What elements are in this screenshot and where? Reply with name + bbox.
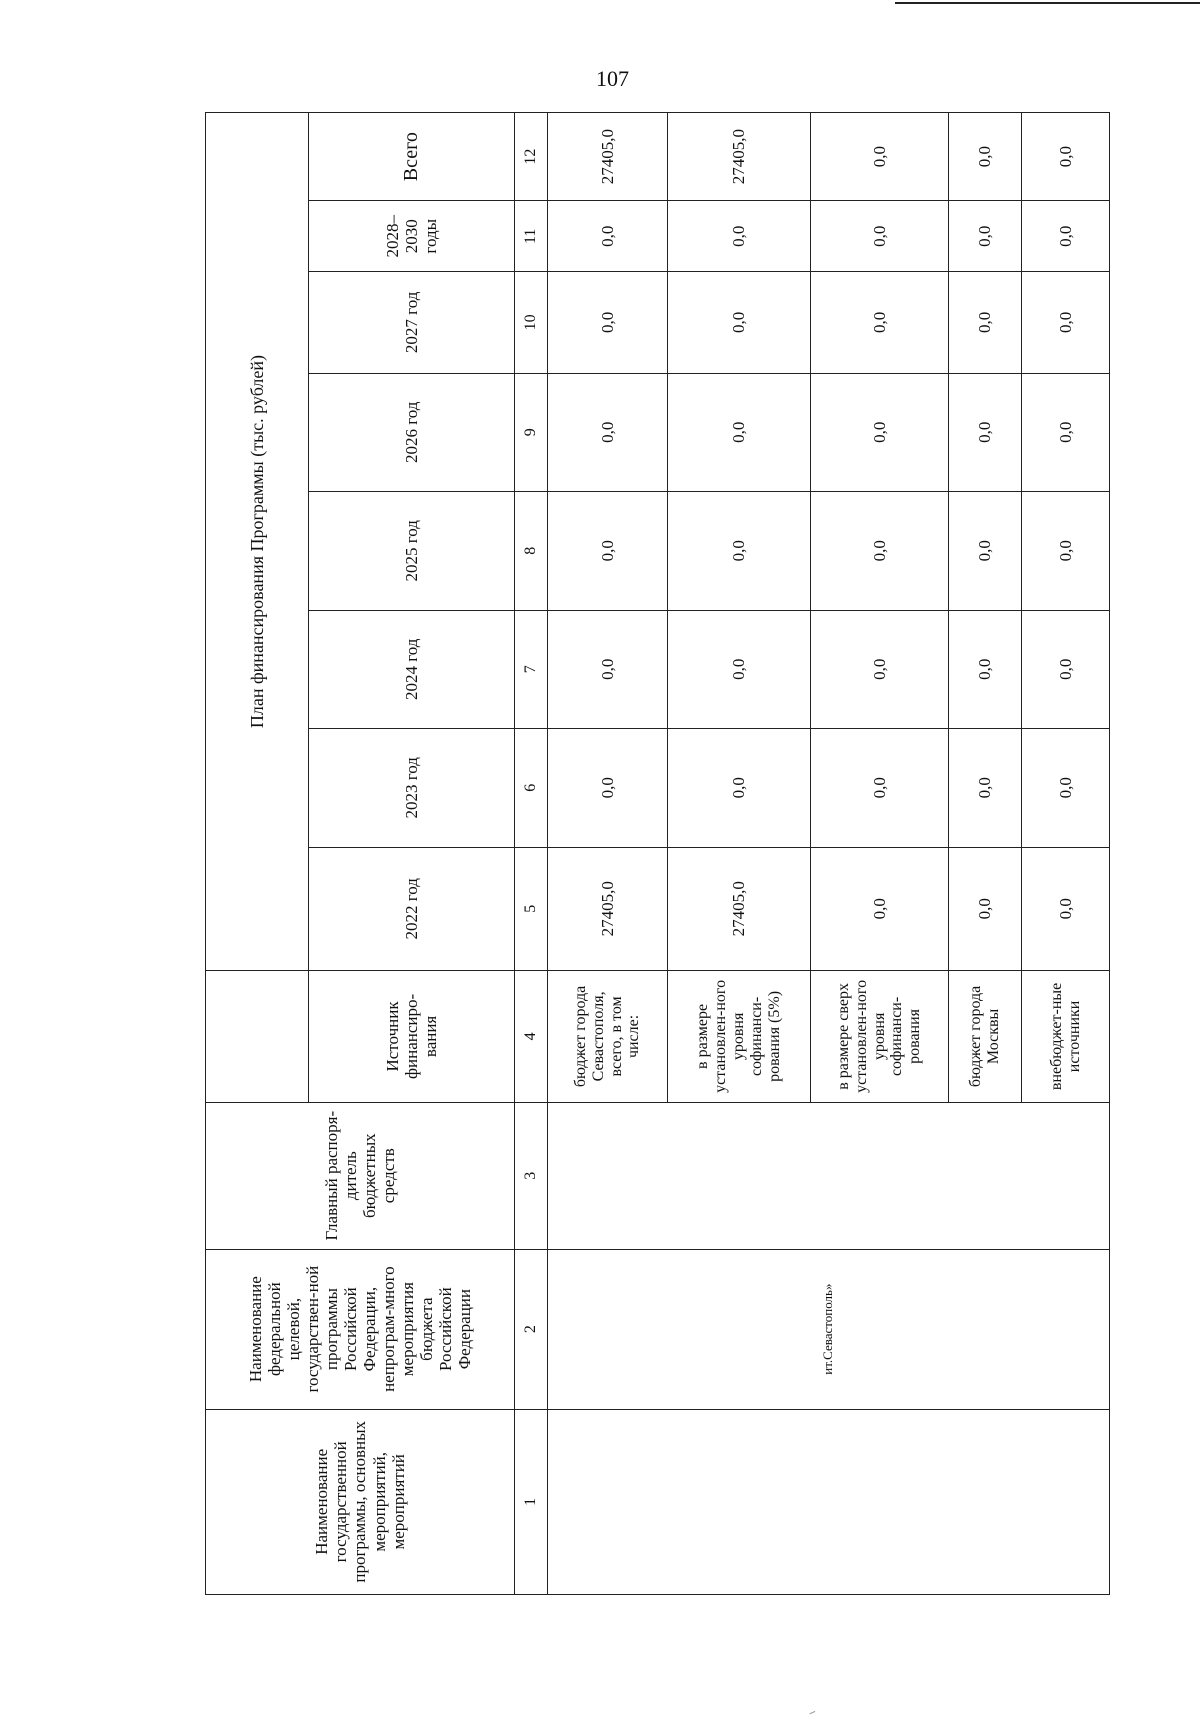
value-cell: 0,0 (1022, 729, 1110, 848)
value-cell: 0,0 (548, 272, 668, 373)
col-header-2023: 2023 год (309, 729, 515, 848)
col-header-budget-manager: Главный распоря-дитель бюджетных средств (206, 1102, 515, 1249)
value-cell: 0,0 (548, 201, 668, 272)
value-cell: 0,0 (1022, 201, 1110, 272)
value-cell: 27405,0 (668, 847, 811, 971)
value-cell: 0,0 (1022, 373, 1110, 492)
header-blank-cell (206, 971, 309, 1103)
col-number: 11 (515, 201, 548, 272)
source-cell: внебюджет-ные источники (1022, 971, 1110, 1103)
financing-table (205, 112, 1110, 1595)
col-header-2025: 2025 год (309, 492, 515, 611)
col-header-2024: 2024 год (309, 610, 515, 729)
value-cell: 0,0 (811, 729, 949, 848)
value-cell: 0,0 (548, 729, 668, 848)
col-number: 2 (515, 1249, 548, 1409)
col-number: 12 (515, 113, 548, 201)
col-header-2026: 2026 год (309, 373, 515, 492)
value-cell: 0,0 (811, 847, 949, 971)
value-cell: 0,0 (949, 847, 1022, 971)
value-cell: 27405,0 (668, 113, 811, 201)
value-cell: 0,0 (548, 610, 668, 729)
col-number: 1 (515, 1409, 548, 1594)
value-cell: 0,0 (811, 492, 949, 611)
program-name-cell (548, 1409, 1110, 1594)
budget-manager-cell (548, 1102, 1110, 1249)
value-cell: 0,0 (668, 201, 811, 272)
source-cell: бюджет города Москвы (949, 971, 1022, 1103)
value-cell: 0,0 (668, 610, 811, 729)
value-cell: 0,0 (548, 373, 668, 492)
col-number: 6 (515, 729, 548, 848)
col-header-source: Источник финансиро-вания (309, 971, 515, 1103)
value-cell: 0,0 (949, 272, 1022, 373)
value-cell: 0,0 (668, 272, 811, 373)
value-cell: 27405,0 (548, 847, 668, 971)
col-number: 4 (515, 971, 548, 1103)
pen-mark (809, 1711, 816, 1717)
value-cell: 0,0 (811, 373, 949, 492)
value-cell: 0,0 (1022, 847, 1110, 971)
value-cell: 0,0 (811, 113, 949, 201)
source-cell: бюджет города Севастополя, всего, в том числе: (548, 971, 668, 1103)
col-number: 5 (515, 847, 548, 971)
value-cell: 0,0 (668, 492, 811, 611)
value-cell: 0,0 (811, 272, 949, 373)
value-cell: 0,0 (1022, 272, 1110, 373)
value-cell: 0,0 (1022, 113, 1110, 201)
value-cell: 0,0 (949, 610, 1022, 729)
source-cell: в размере установлен-ного уровня софинанси-рования (5%) (668, 971, 811, 1103)
col-header-federal-program: Наименование федеральной целевой, государствен-ной программы Российской Федерации, непрограм-много мероприятия бюджета Российской Федерации (206, 1249, 515, 1409)
col-header-total: Всего (309, 113, 515, 201)
value-cell: 0,0 (1022, 492, 1110, 611)
value-cell: 0,0 (949, 113, 1022, 201)
col-header-2027: 2027 год (309, 272, 515, 373)
value-cell: 0,0 (949, 492, 1022, 611)
value-cell: 0,0 (949, 729, 1022, 848)
value-cell: 0,0 (811, 201, 949, 272)
col-number: 8 (515, 492, 548, 611)
federal-program-cell: ит.Севастополь» (548, 1249, 1110, 1409)
value-cell: 0,0 (949, 201, 1022, 272)
value-cell: 0,0 (949, 373, 1022, 492)
col-number: 9 (515, 373, 548, 492)
col-header-2022: 2022 год (309, 847, 515, 971)
value-cell: 0,0 (548, 492, 668, 611)
col-header-program-name: Наименование государственной программы, основных мероприятий, мероприятий (206, 1409, 515, 1594)
value-cell: 0,0 (1022, 610, 1110, 729)
value-cell: 0,0 (668, 729, 811, 848)
rotated-table-wrapper (205, 112, 1099, 1595)
group-header-financing-plan: План финансирования Программы (тыс. рублей) (206, 113, 309, 971)
value-cell: 0,0 (668, 373, 811, 492)
value-cell: 0,0 (811, 610, 949, 729)
value-cell: 27405,0 (548, 113, 668, 201)
source-cell: в размере сверх установлен-ного уровня софинанси-рования (811, 971, 949, 1103)
col-header-2028-2030: 2028–2030 годы (309, 201, 515, 272)
top-rule (895, 2, 1200, 4)
col-number: 10 (515, 272, 548, 373)
col-number: 7 (515, 610, 548, 729)
page-number: 107 (596, 66, 629, 91)
col-number: 3 (515, 1102, 548, 1249)
